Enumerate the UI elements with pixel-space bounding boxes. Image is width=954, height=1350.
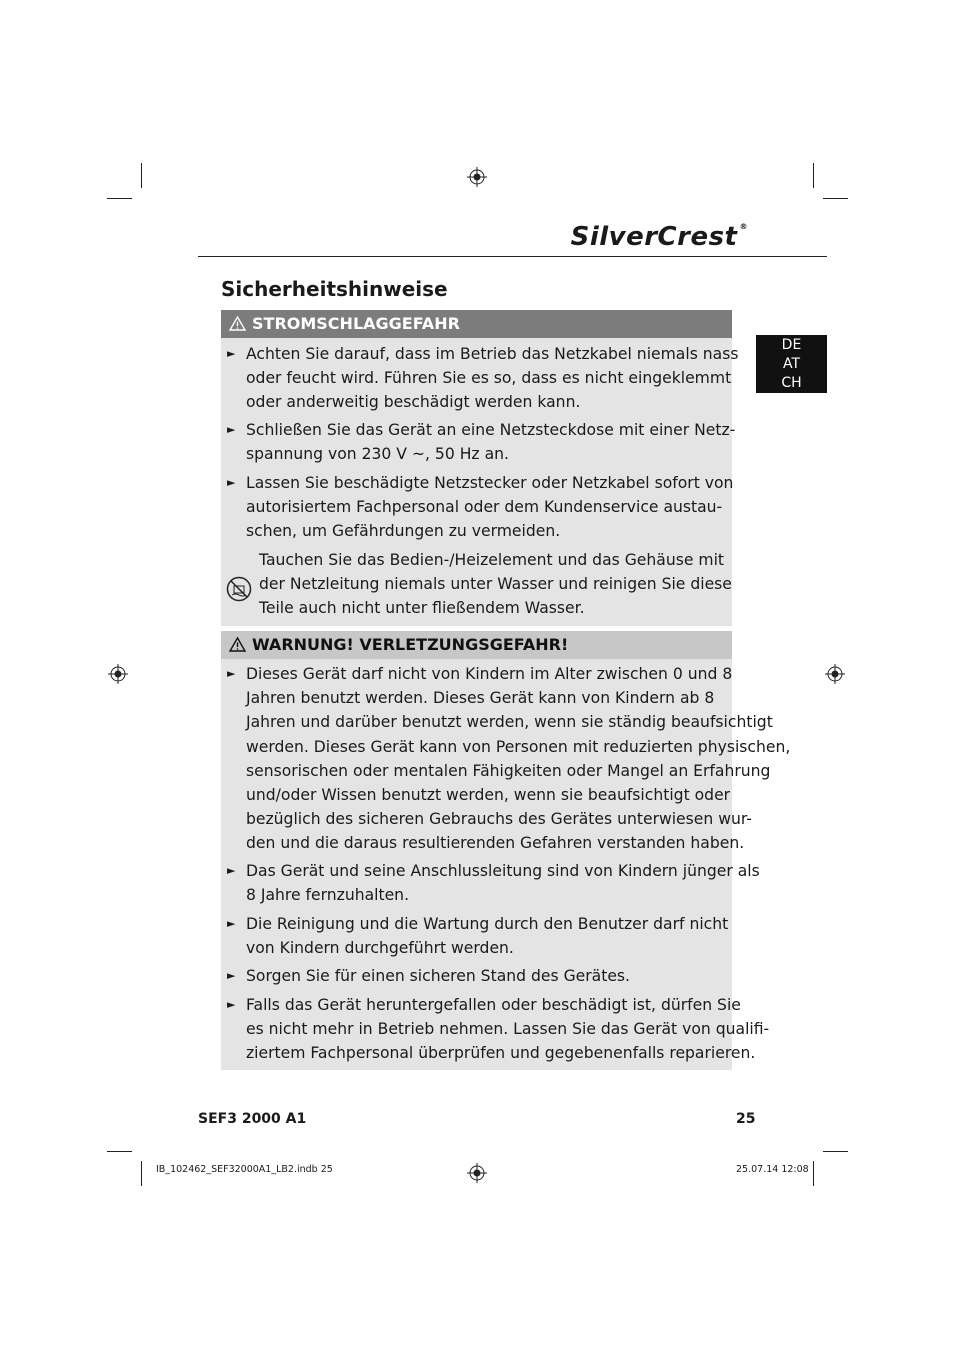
item-line: autorisiertem Fachpersonal oder dem Kundenservice austau- bbox=[246, 498, 723, 517]
item-line: Jahren und darüber benutzt werden, wenn sie ständig beaufsichtigt bbox=[246, 713, 773, 732]
crop-mark bbox=[107, 198, 132, 199]
item-line: werden. Dieses Gerät kann von Personen mit reduzierten physischen, bbox=[246, 737, 791, 756]
crop-mark bbox=[141, 163, 142, 188]
language-code: DE bbox=[781, 337, 802, 353]
page-title: Sicherheitshinweise bbox=[221, 277, 448, 301]
crop-mark bbox=[813, 163, 814, 188]
injury-warning-section bbox=[221, 631, 791, 1070]
registered-mark: ® bbox=[739, 222, 748, 231]
item-line: Schließen Sie das Gerät an eine Netzsteckdose mit einer Netz- bbox=[246, 421, 736, 439]
warning-triangle-icon bbox=[229, 316, 246, 331]
item-line: Jahren benutzt werden. Dieses Gerät kann von Kindern ab 8 bbox=[246, 689, 715, 708]
language-code: AT bbox=[782, 356, 801, 372]
language-code: CH bbox=[781, 375, 802, 391]
item-line: Lassen Sie beschädigte Netzstecker oder Netzkabel sofort von bbox=[246, 474, 734, 492]
no-water-immersion-icon bbox=[226, 576, 252, 602]
crop-mark bbox=[107, 1151, 132, 1152]
print-slug-datetime: 25.07.14 12:08 bbox=[736, 1164, 809, 1175]
electric-shock-section bbox=[221, 310, 739, 626]
registration-mark-icon bbox=[108, 664, 128, 684]
item-line: bezüglich des sicheren Gebrauchs des Gerätes unterwiesen wur- bbox=[246, 810, 752, 829]
note-line: der Netzleitung niemals unter Wasser und reinigen Sie diese bbox=[259, 575, 732, 594]
model-number: SEF3 2000 A1 bbox=[198, 1111, 307, 1127]
bullet-arrow-icon: ► bbox=[227, 864, 236, 877]
item-line: Das Gerät und seine Anschlussleitung sind von Kindern jünger als bbox=[246, 862, 760, 880]
item-line: schen, um Gefährdungen zu vermeiden. bbox=[246, 522, 561, 541]
bullet-arrow-icon: ► bbox=[227, 998, 236, 1011]
item-line: Falls das Gerät heruntergefallen oder beschädigt ist, dürfen Sie bbox=[246, 996, 741, 1014]
crop-mark bbox=[141, 1161, 142, 1186]
section-title: STROMSCHLAGGEFAHR bbox=[252, 314, 460, 333]
language-tab bbox=[756, 335, 827, 393]
brand-name: SilverCrest bbox=[570, 222, 738, 252]
note-line: Tauchen Sie das Bedien-/Heizelement und das Gehäuse mit bbox=[259, 551, 725, 569]
registration-mark-icon bbox=[467, 1163, 487, 1183]
warning-triangle-icon bbox=[229, 637, 246, 652]
section-header bbox=[221, 310, 732, 338]
registration-mark-icon bbox=[467, 167, 487, 187]
bullet-arrow-icon: ► bbox=[227, 969, 236, 982]
item-line: ziertem Fachpersonal überprüfen und gegebenenfalls reparieren. bbox=[246, 1044, 756, 1063]
item-line: oder anderweitig beschädigt werden kann. bbox=[246, 393, 581, 412]
note-line: Teile auch nicht unter fließendem Wasser. bbox=[259, 599, 585, 618]
item-line: 8 Jahre fernzuhalten. bbox=[246, 886, 410, 905]
bullet-arrow-icon: ► bbox=[227, 667, 236, 680]
registration-mark-icon bbox=[825, 664, 845, 684]
item-line: Dieses Gerät darf nicht von Kindern im Alter zwischen 0 und 8 bbox=[246, 665, 733, 683]
item-line: oder feucht wird. Führen Sie es so, dass es nicht eingeklemmt bbox=[246, 369, 732, 388]
page-number: 25 bbox=[736, 1111, 756, 1127]
bullet-arrow-icon: ► bbox=[227, 347, 236, 360]
bullet-arrow-icon: ► bbox=[227, 476, 236, 489]
item-line: spannung von 230 V ~, 50 Hz an. bbox=[246, 445, 509, 464]
print-slug-file: IB_102462_SEF32000A1_LB2.indb 25 bbox=[156, 1164, 333, 1175]
bullet-arrow-icon: ► bbox=[227, 423, 236, 436]
item-line: Die Reinigung und die Wartung durch den Benutzer darf nicht bbox=[246, 915, 729, 933]
item-line: es nicht mehr in Betrieb nehmen. Lassen Sie das Gerät von qualifi- bbox=[246, 1020, 770, 1039]
crop-mark bbox=[813, 1161, 814, 1186]
crop-mark bbox=[823, 198, 848, 199]
item-line: und/oder Wissen benutzt werden, wenn sie beaufsichtigt oder bbox=[246, 786, 731, 805]
section-header bbox=[221, 631, 732, 659]
section-title: WARNUNG! VERLETZUNGSGEFAHR! bbox=[252, 635, 569, 654]
item-line: sensorischen oder mentalen Fähigkeiten oder Mangel an Erfahrung bbox=[246, 761, 771, 780]
item-line: von Kindern durchgeführt werden. bbox=[246, 939, 514, 958]
bullet-arrow-icon: ► bbox=[227, 917, 236, 930]
item-line: Achten Sie darauf, dass im Betrieb das Netzkabel niemals nass bbox=[246, 345, 739, 363]
item-line: den und die daraus resultierenden Gefahren verstanden haben. bbox=[246, 834, 745, 853]
crop-mark bbox=[823, 1151, 848, 1152]
immersion-note bbox=[259, 548, 732, 621]
header-rule bbox=[198, 256, 827, 257]
brand-logo bbox=[571, 222, 748, 252]
item-line: Sorgen Sie für einen sicheren Stand des Gerätes. bbox=[246, 967, 630, 985]
